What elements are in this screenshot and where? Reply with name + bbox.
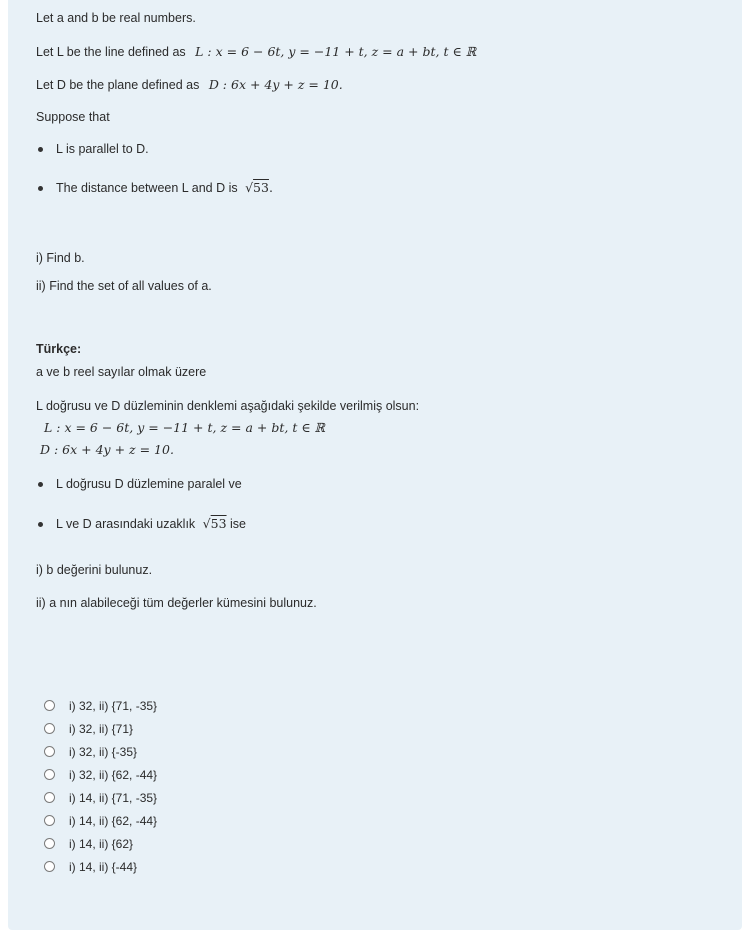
plane-equation: D : 6x + 4y + z = 10. <box>208 77 343 92</box>
answer-option-label: i) 14, ii) {71, -35} <box>69 790 158 805</box>
turkish-distance-prefix: L ve D arasındaki uzaklık <box>56 517 196 531</box>
radio-button[interactable] <box>44 769 55 780</box>
answer-option-label: i) 32, ii) {71} <box>69 721 134 736</box>
radio-button[interactable] <box>44 861 55 872</box>
intro-text: Let a and b be real numbers. <box>36 11 196 25</box>
radio-button[interactable] <box>44 838 55 849</box>
plane-definition <box>36 77 343 93</box>
answer-option[interactable] <box>44 832 157 855</box>
sqrt-radicand: 53 <box>253 180 269 195</box>
turkish-intro: a ve b reel sayılar olmak üzere <box>36 365 207 379</box>
sqrt-value: √53. <box>245 180 273 195</box>
turkish-distance-suffix: ise <box>230 517 247 531</box>
radio-button[interactable] <box>44 792 55 803</box>
turkish-heading: Türkçe: <box>36 342 82 356</box>
bullet-dot <box>38 147 43 152</box>
answer-option[interactable] <box>44 786 157 809</box>
radio-button[interactable] <box>44 746 55 757</box>
turkish-definition: L doğrusu ve D düzleminin denklemi aşağıdaki şekilde verilmiş olsun: <box>36 399 420 413</box>
radio-button[interactable] <box>44 723 55 734</box>
answer-option[interactable] <box>44 694 157 717</box>
radio-button[interactable] <box>44 815 55 826</box>
answer-options <box>44 694 157 878</box>
bullet-dot <box>38 482 43 487</box>
line-definition <box>36 44 476 60</box>
line-definition-prefix: Let L be the line defined as <box>36 45 186 59</box>
condition-distance <box>56 180 273 196</box>
answer-option[interactable] <box>44 855 157 878</box>
answer-option[interactable] <box>44 763 157 786</box>
turkish-plane-equation: D : 6x + 4y + z = 10. <box>40 442 174 457</box>
condition-parallel: L is parallel to D. <box>56 142 149 156</box>
sqrt-value: √53 <box>202 516 227 531</box>
bullet-dot <box>38 522 43 527</box>
answer-option-label: i) 14, ii) {62} <box>69 836 134 851</box>
condition-distance-prefix: The distance between L and D is <box>56 181 238 195</box>
turkish-condition-parallel: L doğrusu D düzlemine paralel ve <box>56 477 242 491</box>
answer-option-label: i) 32, ii) {-35} <box>69 744 138 759</box>
answer-option[interactable] <box>44 740 157 763</box>
turkish-part-ii: ii) a nın alabileceği tüm değerler kümesini bulunuz. <box>36 596 317 610</box>
answer-option[interactable] <box>44 809 157 832</box>
answer-option-label: i) 14, ii) {-44} <box>69 859 138 874</box>
answer-option[interactable] <box>44 717 157 740</box>
sqrt-radicand: 53 <box>210 516 227 531</box>
part-ii: ii) Find the set of all values of a. <box>36 279 212 293</box>
turkish-part-i: i) b değerini bulunuz. <box>36 563 153 577</box>
answer-option-label: i) 32, ii) {71, -35} <box>69 698 158 713</box>
plane-definition-prefix: Let D be the plane defined as <box>36 78 200 92</box>
suppose-text: Suppose that <box>36 110 110 124</box>
turkish-line-equation: L : x = 6 − 6t, y = −11 + t, z = a + bt, t ∈ ℝ <box>44 420 325 435</box>
part-i: i) Find b. <box>36 251 85 265</box>
turkish-condition-distance <box>56 516 246 532</box>
answer-option-label: i) 14, ii) {62, -44} <box>69 813 158 828</box>
question-panel <box>8 0 742 930</box>
answer-option-label: i) 32, ii) {62, -44} <box>69 767 158 782</box>
line-equation: L : x = 6 − 6t, y = −11 + t, z = a + bt, t ∈ ℝ <box>195 44 477 59</box>
radio-button[interactable] <box>44 700 55 711</box>
bullet-dot <box>38 186 43 191</box>
